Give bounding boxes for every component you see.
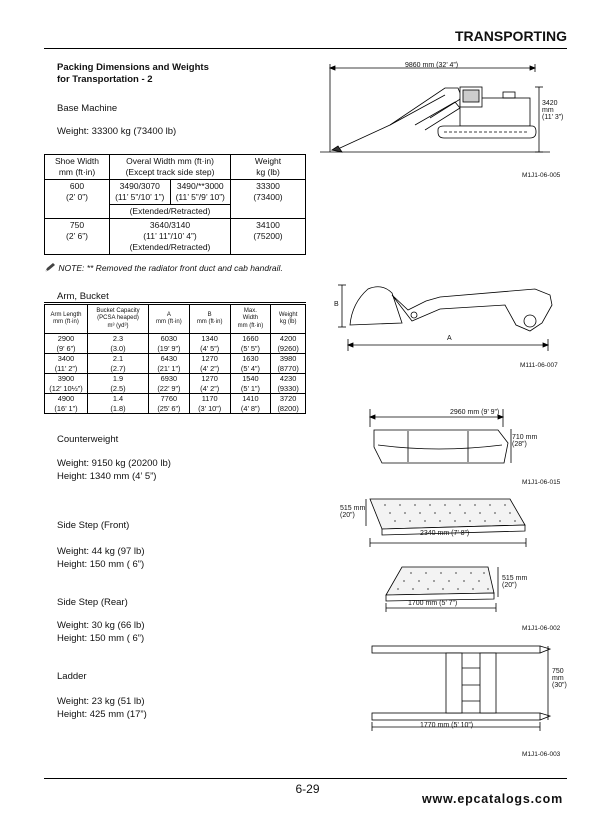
cell-text: (5’ 5”)	[240, 343, 260, 353]
table-header-row	[45, 305, 306, 334]
side-step-front-height: Height: 150 mm ( 6”)	[57, 559, 145, 570]
header-text: A	[166, 311, 171, 318]
cell-text: (2.5)	[110, 383, 126, 393]
cell-shoe	[45, 180, 110, 219]
cell-text: 3900	[57, 374, 75, 383]
header-text: Weight	[254, 156, 282, 166]
header-text: Arm Length	[50, 311, 82, 318]
cell	[149, 394, 190, 414]
counterweight-side-dim	[512, 434, 537, 448]
cell-text: (11’ 5”/9’ 10”)	[175, 192, 225, 202]
arm-bucket-table	[44, 304, 306, 414]
counterweight-top-dim: 2960 mm (9’ 9”)	[450, 409, 500, 416]
cell-text: 1270	[201, 354, 218, 363]
cell-weight	[231, 180, 306, 219]
header-b	[189, 305, 230, 334]
cell-text: 3980	[279, 354, 297, 363]
side-step-rear-bottom-dim: 1700 mm (5’ 7”)	[408, 600, 458, 607]
cell-text: 1630	[242, 354, 259, 363]
ladder-side-dim	[552, 668, 567, 689]
figure-caption: M111-06-007	[520, 362, 558, 369]
side-step-front-label: Side Step (Front)	[57, 520, 130, 531]
cell	[230, 374, 271, 394]
base-machine-top-dim: 9860 mm (32’ 4”)	[405, 62, 459, 69]
cell	[149, 374, 190, 394]
header-text: mm (ft·in)	[58, 167, 96, 177]
cell-text: 600	[69, 181, 85, 191]
header-text: kg (lb)	[256, 167, 280, 177]
cell	[45, 334, 88, 354]
side-step-rear-height: Height: 150 mm ( 6”)	[57, 633, 145, 644]
section-title	[57, 62, 277, 86]
header-text: Weight	[278, 311, 298, 318]
page-number: 6-29	[295, 782, 320, 796]
cell	[271, 334, 306, 354]
dim-text: (11’ 3”)	[542, 114, 564, 121]
cell-text: (2.7)	[110, 363, 126, 373]
arm-label-a: A	[447, 335, 452, 342]
header-text: mm (ft·in)	[156, 319, 182, 325]
base-machine-height-dim	[542, 100, 563, 121]
cell-text: 3490/**3000	[176, 181, 224, 191]
cell	[88, 334, 149, 354]
dim-text: 750	[552, 668, 564, 675]
cell-text: (1.8)	[110, 403, 126, 413]
ladder-drawing	[368, 643, 558, 731]
cell	[189, 394, 230, 414]
dim-text: (30”)	[552, 682, 567, 689]
cell-text: (2’ 0”)	[66, 192, 88, 202]
cell-text: (3’ 10”)	[198, 403, 222, 413]
cell-width	[110, 219, 231, 255]
cell-text: 1270	[201, 374, 218, 383]
side-step-front-drawing	[360, 493, 530, 548]
base-machine-table	[44, 154, 306, 255]
cell	[88, 354, 149, 374]
cell-text: (11’ 2”)	[54, 363, 78, 373]
cell	[149, 334, 190, 354]
header-rule	[44, 48, 567, 49]
cell-width-2	[170, 180, 231, 205]
cell	[149, 354, 190, 374]
header-max-width	[230, 305, 271, 334]
header-weight	[231, 155, 306, 180]
dim-text: 515 mm	[502, 575, 528, 582]
side-step-rear-side-dim	[502, 575, 527, 589]
cell-text: 33300	[256, 181, 280, 191]
cell	[189, 354, 230, 374]
cell-text: (2’ 6”)	[66, 231, 88, 241]
cell-text: (21’ 1”)	[157, 363, 181, 373]
header-arm-length	[45, 305, 88, 334]
header-text: kg (lb)	[279, 319, 297, 325]
cell	[45, 374, 88, 394]
dim-text: mm	[542, 107, 554, 114]
cell-text: (3.0)	[110, 343, 126, 353]
cell-text: (9330)	[277, 383, 299, 393]
header-text: Max.	[243, 307, 257, 314]
cell-text: 6430	[160, 354, 178, 363]
side-step-front-weight: Weight: 44 kg (97 lb)	[57, 546, 145, 557]
cell-text: 4230	[279, 374, 297, 383]
cell	[230, 394, 271, 414]
cell-width-1	[110, 180, 171, 205]
cell-text: (4’ 2”)	[200, 363, 220, 373]
cell	[88, 374, 149, 394]
cell-text: 3400	[57, 354, 75, 363]
dim-text: (20”)	[340, 512, 355, 519]
cell-text: (11’ 11”/10’ 4”)	[143, 231, 197, 241]
figure-caption: M1J1-06-003	[522, 751, 561, 758]
cell-text: (9260)	[277, 343, 299, 353]
cell	[230, 354, 271, 374]
cell-text: (8770)	[277, 363, 299, 373]
cell-text: (Extended/Retracted)	[129, 242, 211, 252]
page-title: TRANSPORTING	[455, 28, 567, 44]
section-title-line1: Packing Dimensions and Weights	[57, 62, 209, 73]
header-text: Shoe Width	[55, 156, 99, 166]
cell-text: (5’ 4”)	[240, 363, 260, 373]
side-step-front-side-dim	[340, 505, 365, 519]
cell	[88, 394, 149, 414]
header-shoe-width	[45, 155, 110, 180]
side-step-rear-label: Side Step (Rear)	[57, 597, 128, 608]
cell-extended: (Extended/Retracted)	[110, 205, 231, 219]
ladder-height: Height: 425 mm (17”)	[57, 709, 147, 720]
cell-text: (19’ 9”)	[157, 343, 181, 353]
cell-text: (16’ 1”)	[54, 403, 78, 413]
cell-weight	[231, 219, 306, 255]
cell-text: 1410	[242, 394, 259, 403]
cell-text: 1.4	[112, 394, 124, 403]
arm-bucket-label: Arm, Bucket	[57, 291, 109, 302]
dim-text: (28”)	[512, 441, 527, 448]
cell	[271, 374, 306, 394]
footer-rule	[44, 778, 567, 779]
pencil-note-icon	[44, 263, 56, 273]
cell-text: (4’ 5”)	[200, 343, 220, 353]
base-machine-drawing	[320, 60, 570, 160]
cell-text: 1660	[242, 334, 259, 343]
cell	[189, 334, 230, 354]
watermark: www.epcatalogs.com	[421, 792, 563, 806]
dim-text: mm	[552, 675, 564, 682]
table-row	[45, 394, 306, 414]
header-text: Overal Width mm (ft·in)	[126, 156, 214, 166]
cell	[230, 334, 271, 354]
arm-bucket-rule	[44, 302, 306, 303]
cell-text: 2.3	[112, 334, 124, 343]
header-text: Bucket Capacity	[96, 307, 140, 314]
cell	[45, 394, 88, 414]
counterweight-weight: Weight: 9150 kg (20200 lb)	[57, 458, 171, 469]
cell-text: 4200	[279, 334, 297, 343]
ladder-bottom-dim: 1770 mm (5’ 10”)	[420, 722, 474, 729]
header-overall-width	[110, 155, 231, 180]
ladder-weight: Weight: 23 kg (51 lb)	[57, 696, 145, 707]
header-bucket-capacity	[88, 305, 149, 334]
header-text: mm (ft·in)	[237, 322, 264, 329]
cell-text: 2.1	[112, 354, 124, 363]
header-text: mm (ft·in)	[196, 319, 223, 325]
cell	[45, 354, 88, 374]
cell-text: 6030	[160, 334, 178, 343]
cell-text: (4’ 2”)	[200, 383, 220, 393]
side-step-rear-weight: Weight: 30 kg (66 lb)	[57, 620, 145, 631]
dim-text: 710 mm	[512, 434, 538, 441]
cell-text: (4’ 8”)	[240, 403, 260, 413]
cell	[271, 394, 306, 414]
figure-caption: M1J1-06-015	[522, 479, 561, 486]
cell-text: 3720	[279, 394, 297, 403]
dim-text: 515 mm	[340, 505, 366, 512]
cell-text: (9’ 6”)	[56, 343, 76, 353]
figure-caption: M1J1-06-002	[522, 625, 561, 632]
cell-text: 6930	[160, 374, 178, 383]
base-machine-label: Base Machine	[57, 103, 118, 114]
cell-text: 2900	[57, 334, 75, 343]
cell-text: (75200)	[253, 231, 283, 241]
cell-text: 3490/3070	[119, 181, 160, 191]
cell-text: 1170	[201, 394, 218, 403]
header-text: Width	[242, 315, 259, 322]
cell-text: (25’ 6”)	[157, 403, 181, 413]
note-text: NOTE: ** Removed the radiator front duct and cab handrail.	[58, 263, 283, 273]
note	[44, 263, 283, 273]
header-text: m³ (yd³)	[107, 322, 129, 329]
cell-text: 34100	[256, 220, 280, 230]
cell-text: 7760	[160, 394, 178, 403]
cell	[189, 374, 230, 394]
arm-bucket-drawing	[330, 275, 570, 355]
header-weight	[271, 305, 306, 334]
cell-text: (5’ 1”)	[240, 383, 260, 393]
cell-text: 1540	[242, 374, 259, 383]
header-text: (PCSA heaped)	[97, 315, 139, 322]
cell	[271, 354, 306, 374]
section-title-line2: for Transportation - 2	[57, 74, 153, 85]
base-machine-weight: Weight: 33300 kg (73400 lb)	[57, 126, 177, 137]
cell-text: 1340	[201, 334, 218, 343]
dim-text: (20”)	[502, 582, 517, 589]
arm-label-b: B	[334, 301, 339, 308]
table-header-row	[45, 155, 306, 180]
counterweight-height: Height: 1340 mm (4’ 5”)	[57, 471, 157, 482]
cell-shoe	[45, 219, 110, 255]
cell-text: (11’ 5”/10’ 1”)	[115, 192, 165, 202]
cell-text: 4900	[57, 394, 75, 403]
cell-text: 750	[69, 220, 85, 230]
cell-text: (22’ 9”)	[157, 383, 181, 393]
table-row	[45, 180, 306, 205]
cell-text: (12’ 10½”)	[49, 383, 83, 393]
header-text: mm (ft·in)	[53, 319, 79, 325]
header-text: (Except track side step)	[125, 167, 215, 177]
table-row	[45, 374, 306, 394]
header-a	[149, 305, 190, 334]
table-row	[45, 334, 306, 354]
table-row	[45, 219, 306, 255]
cell-text: (8200)	[277, 403, 299, 413]
side-step-front-bottom-dim: 2340 mm (7’ 8”)	[420, 530, 470, 537]
ladder-label: Ladder	[57, 671, 87, 682]
cell-text: 1.9	[112, 374, 124, 383]
cell-text: 3640/3140	[149, 220, 191, 230]
table-row	[45, 354, 306, 374]
header-text: B	[207, 311, 212, 318]
counterweight-label: Counterweight	[57, 434, 119, 445]
figure-caption: M1J1-06-005	[522, 172, 561, 179]
dim-text: 3420	[542, 100, 558, 107]
cell-text: (73400)	[253, 192, 283, 202]
